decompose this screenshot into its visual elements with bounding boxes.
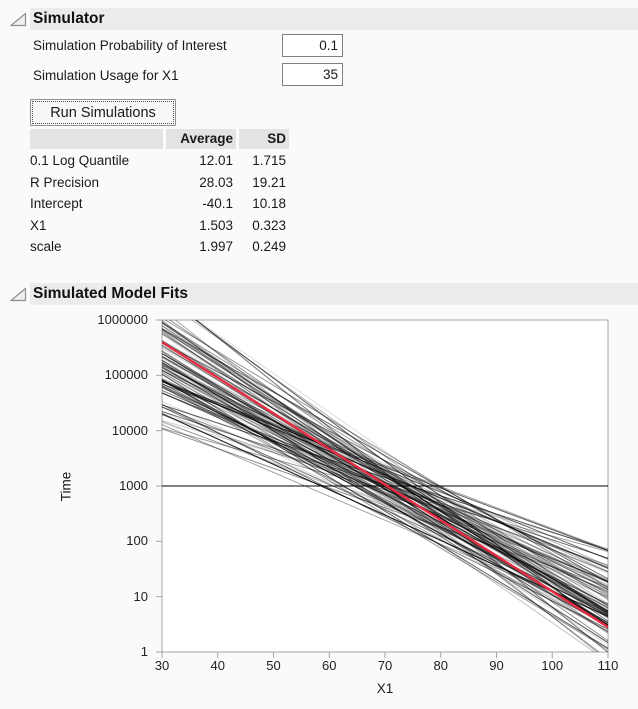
x-axis-title: X1	[376, 681, 394, 696]
table-cell-sd: 0.323	[252, 217, 286, 233]
run-simulations-button[interactable]: Run Simulations	[30, 99, 176, 126]
table-cell-label: scale	[30, 239, 62, 255]
x-tick-label: 110	[597, 658, 619, 673]
table-header-cell: SD	[239, 129, 289, 149]
y-tick-label: 1	[140, 644, 148, 659]
table-cell-label: R Precision	[30, 174, 100, 190]
table-header-cell: Average	[166, 129, 236, 149]
table-cell-sd: 10.18	[252, 196, 286, 212]
x-tick-label: 90	[489, 658, 504, 673]
y-tick-label: 1000	[119, 478, 148, 493]
x-tick-label: 50	[266, 658, 281, 673]
table-cell-average: 28.03	[199, 174, 233, 190]
table-cell-average: 1.997	[199, 239, 233, 255]
table-cell-sd: 19.21	[252, 174, 286, 190]
x-tick-label: 60	[322, 658, 337, 673]
table-cell-sd: 0.249	[252, 239, 286, 255]
usage-for-x1-label: Simulation Usage for X1	[33, 68, 179, 83]
table-cell-average: 1.503	[199, 217, 233, 233]
x-tick-label: 70	[377, 658, 393, 673]
model-fits-section-title: Simulated Model Fits	[33, 285, 189, 302]
model-fits-plot[interactable]	[150, 314, 618, 660]
y-tick-label: 100	[126, 533, 148, 549]
y-tick-label: 10000	[111, 422, 148, 438]
y-axis-title: Time	[58, 471, 73, 501]
x-tick-label: 30	[154, 658, 170, 673]
y-tick-label: 1000000	[97, 312, 148, 327]
table-cell-average: 12.01	[199, 153, 233, 168]
table-cell-average: -40.1	[202, 196, 233, 212]
x-tick-label: 100	[541, 658, 564, 673]
x-tick-label: 40	[210, 658, 225, 673]
table-cell-sd: 1.715	[252, 153, 286, 168]
table-cell-label: 0.1 Log Quantile	[30, 153, 130, 168]
y-tick-label: 10	[133, 588, 148, 604]
simulator-section-title: Simulator	[33, 10, 105, 27]
x-tick-label: 80	[433, 658, 448, 673]
probability-of-interest-label: Simulation Probability of Interest	[33, 38, 227, 53]
table-cell-label: X1	[30, 217, 47, 233]
y-tick-label: 100000	[104, 367, 148, 383]
table-cell-label: Intercept	[30, 196, 83, 212]
